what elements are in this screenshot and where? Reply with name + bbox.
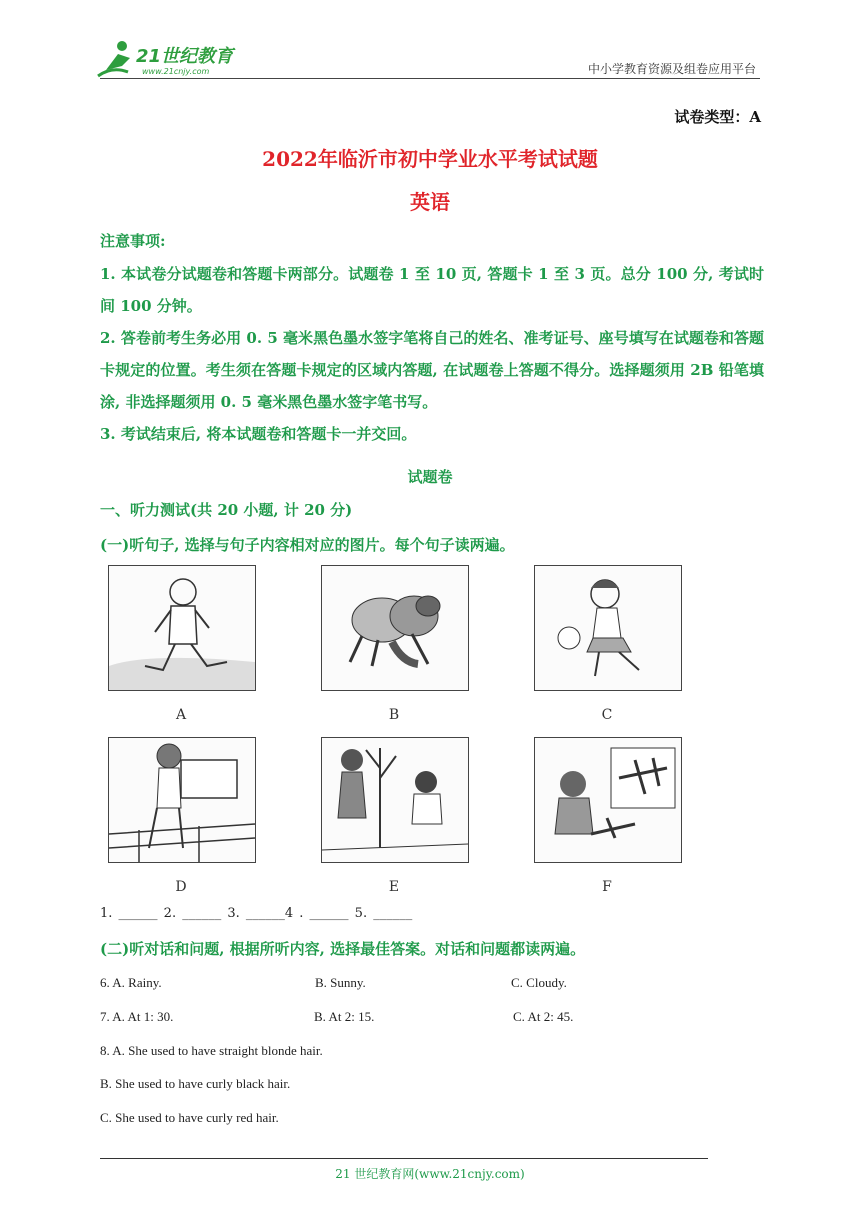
part1-title: 一、听力测试(共 20 小题, 计 20 分): [100, 501, 353, 519]
picture-d-carrying-box: [108, 737, 256, 863]
picture-b-vegetables: [321, 565, 469, 691]
notice-item-3: 3. 考试结束后, 将本试题卷和答题卡一并交回。: [100, 425, 417, 443]
part1-sub2: (二)听对话和问题, 根据所听内容, 选择最佳答案。对话和问题都读两遍。: [100, 940, 586, 958]
notice-item-2: 2. 答卷前考生务必用 0. 5 毫米黑色墨水签字笔将自己的姓名、准考证号、座号填写在试题卷和答题卡规定的位置。考生须在答题卡规定的区域内答题, 在试题卷上答题不得分。选择题须用 2B 铅笔填涂, 非选择题须用 0. 5 毫米黑色墨水签字笔书写。: [100, 329, 764, 411]
svg-text:www.21cnjy.com: www.21cnjy.com: [142, 67, 210, 76]
picture-c-volleyball-girl: [534, 565, 682, 691]
footer-text: 21 世纪教育网(www.21cnjy.com): [335, 1167, 525, 1181]
part1-sub1: (一)听句子, 选择与句子内容相对应的图片。每个句子读两遍。: [100, 536, 515, 554]
picture-f-model-planes: [534, 737, 682, 863]
q6-option-a: 6. A. Rainy.: [100, 975, 162, 990]
picture-label-a: A: [175, 707, 187, 723]
section-label: 试题卷: [407, 468, 453, 486]
page-title: 2022年临沂市初中学业水平考试试题: [262, 147, 598, 171]
q6-option-b: B. Sunny.: [315, 975, 366, 990]
platform-name: 中小学教育资源及组卷应用平台: [587, 62, 756, 76]
subject-title: 英语: [410, 190, 450, 214]
svg-text:21世纪教育: 21世纪教育: [136, 46, 234, 67]
q7-option-b: B. At 2: 15.: [314, 1009, 375, 1024]
q8-option-a: 8. A. She used to have straight blonde hair.: [100, 1043, 323, 1058]
picture-label-c: C: [601, 707, 613, 723]
answer-blanks: 1. ______ 2. ______ 3. ______4 . ______ 5. ______: [100, 906, 413, 921]
picture-label-e: E: [388, 879, 400, 895]
footer-divider: [100, 1158, 708, 1159]
q6-option-c: C. Cloudy.: [511, 975, 567, 990]
picture-label-d: D: [175, 879, 187, 895]
q8-option-c: C. She used to have curly red hair.: [100, 1110, 279, 1125]
q7-option-c: C. At 2: 45.: [513, 1009, 574, 1024]
picture-label-b: B: [388, 707, 400, 723]
picture-e-planting-tree: [321, 737, 469, 863]
header-divider: [100, 78, 760, 79]
picture-label-f: F: [602, 879, 612, 895]
q7-option-a: 7. A. At 1: 30.: [100, 1009, 174, 1024]
notice-heading: 注意事项:: [100, 232, 166, 250]
picture-a-running-boy: [108, 565, 256, 691]
q8-option-b: B. She used to have curly black hair.: [100, 1076, 291, 1091]
site-logo: [92, 36, 262, 80]
exam-type: 试卷类型：A: [674, 108, 761, 126]
notice-item-1: 1. 本试卷分试题卷和答题卡两部分。试题卷 1 至 10 页, 答题卡 1 至 3 页。总分 100 分, 考试时间 100 分钟。: [100, 265, 764, 315]
